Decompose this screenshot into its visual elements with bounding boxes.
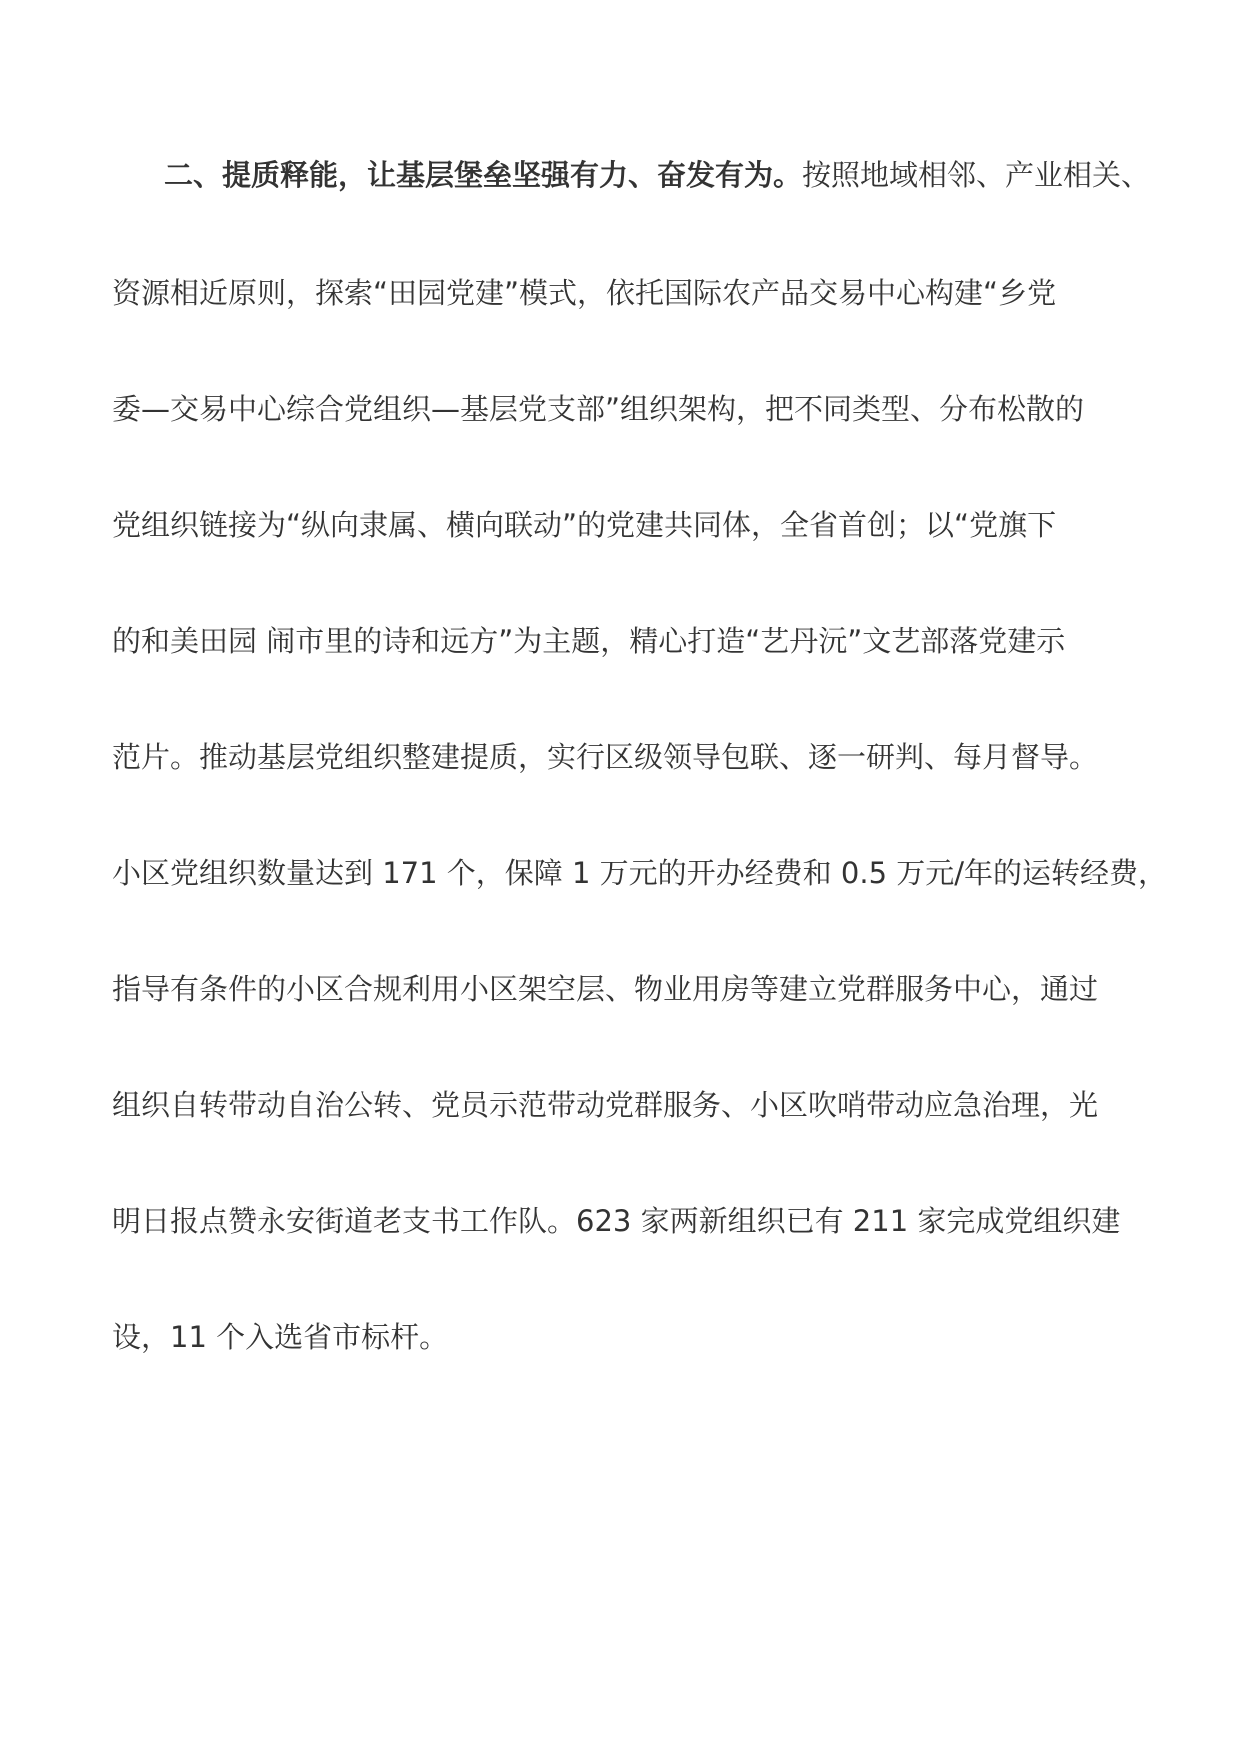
paragraph-line-6: 范片。推动基层党组织整建提质，实行区级领导包联、逐一研判、每月督导。 <box>112 740 1099 774</box>
line-text: 按照地域相邻、产业相关、 <box>802 158 1151 192</box>
paragraph-line-2: 资源相近原则，探索“田园党建”模式，依托国际农产品交易中心构建“乡党 <box>112 276 1057 310</box>
paragraph-line-3: 委—交易中心综合党组织—基层党支部”组织架构，把不同类型、分布松散的 <box>112 392 1085 426</box>
paragraph-line-11: 设，11 个入选省市标杆。 <box>112 1320 449 1354</box>
section-heading: 二、提质释能，让基层堡垒坚强有力、奋发有为。 <box>164 158 803 192</box>
paragraph-line-1 <box>164 155 1150 195</box>
paragraph-line-5: 的和美田园 闹市里的诗和远方”为主题，精心打造“艺丹沅”文艺部落党建示 <box>112 624 1066 658</box>
paragraph-line-8: 指导有条件的小区合规利用小区架空层、物业用房等建立党群服务中心，通过 <box>112 972 1099 1006</box>
paragraph-line-4: 党组织链接为“纵向隶属、横向联动”的党建共同体，全省首创；以“党旗下 <box>112 508 1057 542</box>
paragraph-line-9: 组织自转带动自治公转、党员示范带动党群服务、小区吹哨带动应急治理，光 <box>112 1088 1099 1122</box>
paragraph-line-7: 小区党组织数量达到 171 个，保障 1 万元的开办经费和 0.5 万元/年的运转经费， <box>112 856 1168 890</box>
paragraph-line-10: 明日报点赞永安街道老支书工作队。623 家两新组织已有 211 家完成党组织建 <box>112 1204 1121 1238</box>
